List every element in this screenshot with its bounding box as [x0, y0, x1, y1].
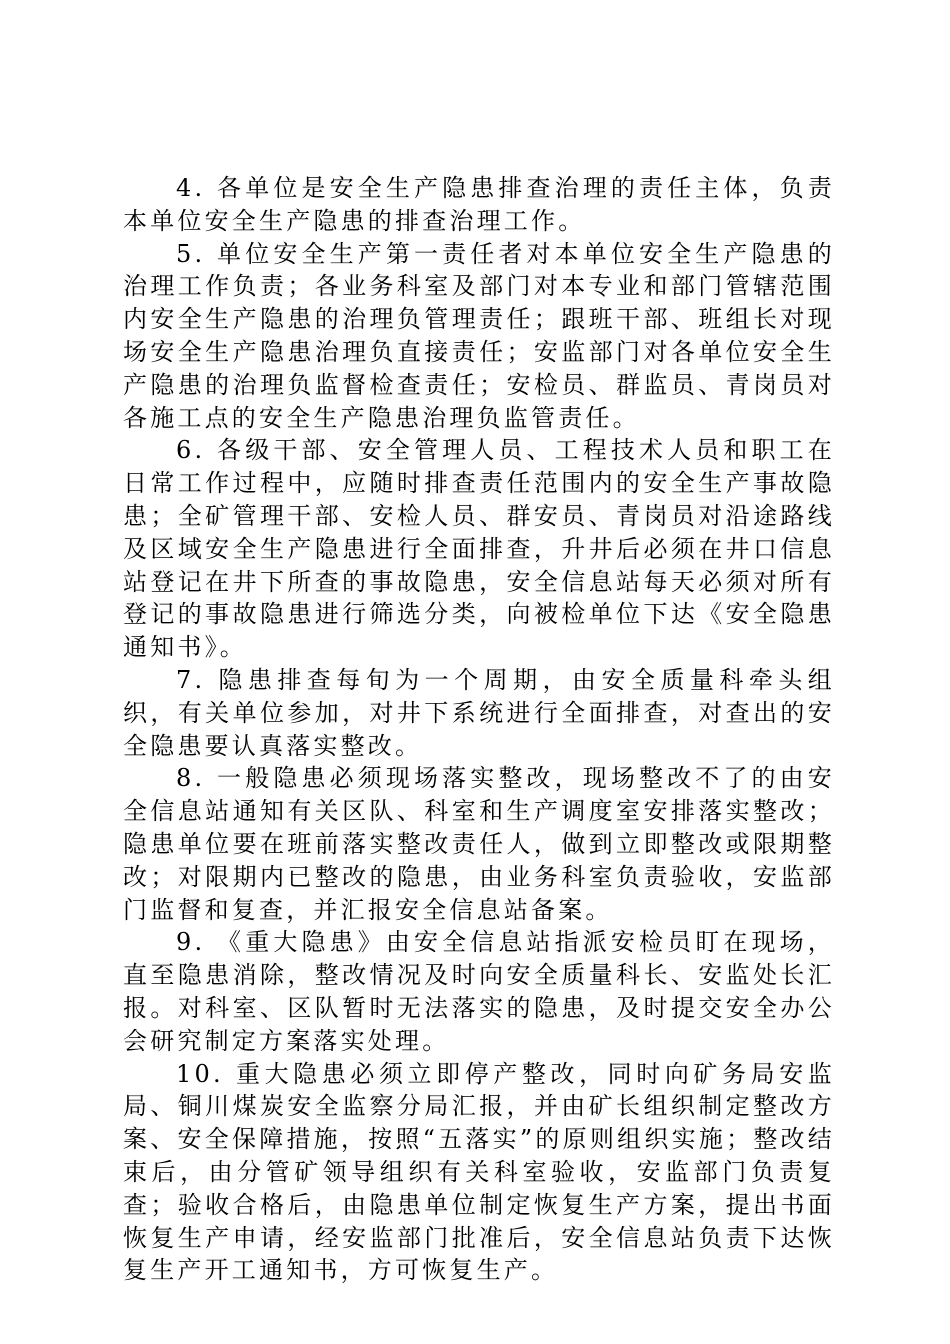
paragraph-item-9: 9. 《重大隐患》由安全信息站指派安检员盯在现场，直至隐患消除，整改情况及时向安全质量科长、安监处长汇报。对科室、区队暂时无法落实的隐患，及时提交安全办公会研究制定方案落实处理。	[123, 928, 835, 1055]
paragraph-item-4: 4. 各单位是安全生产隐患排查治理的责任主体，负责本单位安全生产隐患的排查治理工作。	[123, 174, 835, 235]
paragraph-item-5: 5. 单位安全生产第一责任者对本单位安全生产隐患的治理工作负责；各业务科室及部门对本专业和部门管辖范围内安全生产隐患的治理负管理责任；跟班干部、班组长对现场安全生产隐患治理负直接责任；安监部门对各单位安全生产隐患的治理负监督检查责任；安检员、群监员、青岗员对各施工点的安全生产隐患治理负监管责任。	[123, 239, 835, 432]
document-body	[123, 172, 835, 1287]
paragraph-item-10: 10. 重大隐患必须立即停产整改，同时向矿务局安监局、铜川煤炭安全监察分局汇报，并由矿长组织制定整改方案、安全保障措施，按照“五落实”的原则组织实施；整改结束后，由分管矿领导组织有关科室验收，安监部门负责复查；验收合格后，由隐患单位制定恢复生产方案，提出书面恢复生产申请，经安监部门批准后，安全信息站负责下达恢复生产开工通知书，方可恢复生产。	[123, 1059, 835, 1285]
paragraph-item-8: 8. 一般隐患必须现场落实整改，现场整改不了的由安全信息站通知有关区队、科室和生产调度室安排落实整改；隐患单位要在班前落实整改责任人，做到立即整改或限期整改；对限期内已整改的隐患，由业务科室负责验收，安监部门监督和复查，并汇报安全信息站备案。	[123, 764, 835, 924]
paragraph-item-7: 7. 隐患排查每旬为一个周期，由安全质量科牵头组织，有关单位参加，对井下系统进行全面排查，对查出的安全隐患要认真落实整改。	[123, 665, 835, 760]
paragraph-item-6: 6. 各级干部、安全管理人员、工程技术人员和职工在日常工作过程中，应随时排查责任范围内的安全生产事故隐患；全矿管理干部、安检人员、群安员、青岗员对沿途路线及区域安全生产隐患进行全面排查，升井后必须在井口信息站登记在井下所查的事故隐患，安全信息站每天必须对所有登记的事故隐患进行筛选分类，向被检单位下达《安全隐患通知书》。	[123, 436, 835, 662]
